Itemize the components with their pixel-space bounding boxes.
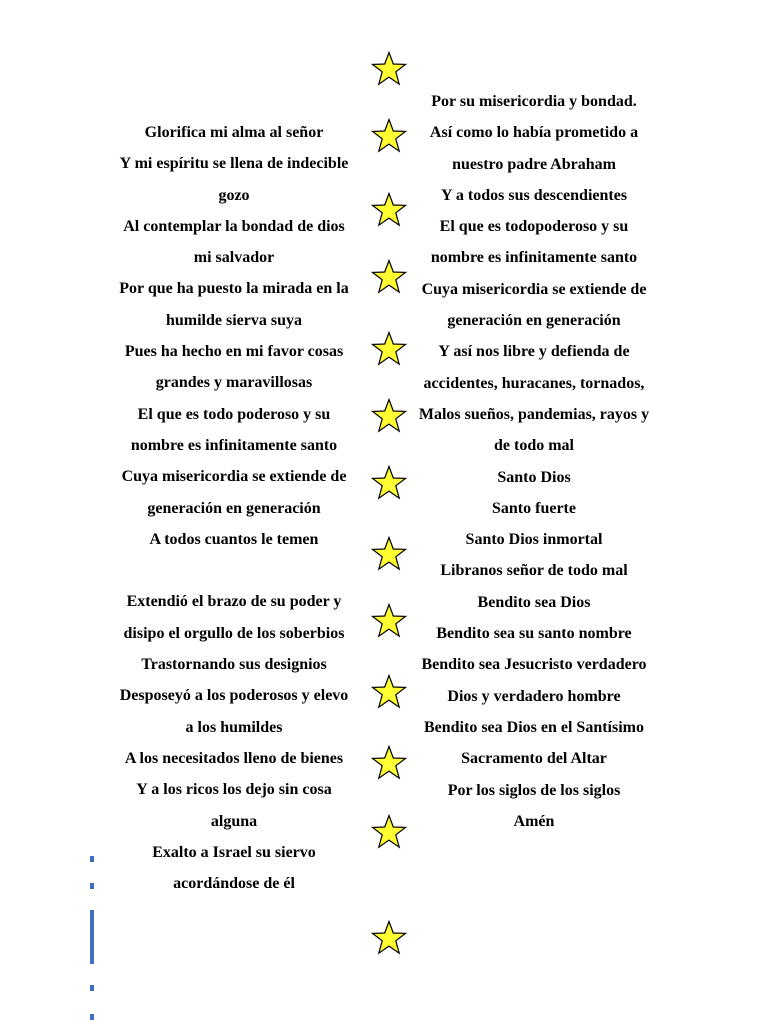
star-icon	[371, 603, 407, 639]
verse-line: El que es todo poderoso y su	[137, 405, 331, 423]
verse-line: Santo fuerte	[492, 499, 576, 517]
verse-line: Santo Dios inmortal	[465, 531, 603, 549]
verse-line: Exalto a Israel su siervo	[152, 843, 316, 861]
margin-mark	[90, 985, 94, 991]
verse-line: Glorifica mi alma al señor	[144, 124, 324, 141]
verse-line: Amén	[513, 812, 555, 830]
margin-mark	[90, 910, 94, 964]
verse-line: Por los siglos de los siglos	[447, 781, 621, 799]
star-icon	[371, 51, 407, 87]
verse-line: Malos sueños, pandemias, rayos y	[418, 405, 650, 423]
margin-mark	[90, 1014, 94, 1020]
verse-line: a los humildes	[185, 718, 283, 736]
verse-line: Trastornando sus designios	[141, 656, 327, 674]
verse-line: A los necesitados lleno de bienes	[124, 749, 344, 767]
verse-line: generación en generación	[147, 499, 321, 517]
verse-line: nuestro padre Abraham	[452, 155, 616, 173]
verse-line: grandes y maravillosas	[155, 374, 313, 392]
verse-line: nombre es infinitamente santo	[130, 436, 338, 454]
verse-line: Santo Dios	[497, 468, 571, 486]
verse-line: generación en generación	[447, 312, 621, 330]
verse-line: gozo	[218, 186, 250, 204]
star-icon	[371, 398, 407, 434]
verse-line: nombre es infinitamente santo	[430, 249, 638, 267]
verse-line: Por su misericordia y bondad.	[431, 93, 637, 110]
star-icon	[371, 536, 407, 572]
star-icon	[371, 118, 407, 154]
verse-line: El que es todopoderoso y su	[439, 218, 629, 236]
star-icon	[371, 259, 407, 295]
star-icon	[371, 674, 407, 710]
star-icon	[371, 920, 407, 956]
verse-line: Desposeyó a los poderosos y elevo	[119, 687, 349, 705]
left-verse-column	[104, 117, 364, 899]
verse-line: disipo el orgullo de los soberbios	[123, 624, 345, 642]
verse-line: Y a todos sus descendientes	[440, 186, 628, 204]
verse-gap	[104, 555, 364, 586]
verse-line: Extendió el brazo de su poder y	[126, 593, 342, 611]
verse-line: Bendito sea su santo nombre	[436, 625, 632, 643]
verse-line: Al contemplar la bondad de dios	[123, 217, 345, 235]
verse-line: Cuya misericordia se extiende de	[421, 280, 647, 298]
verse-line: Pues ha hecho en mi favor cosas	[124, 343, 344, 361]
verse-line: Bendito sea Jesucristo verdadero	[421, 656, 647, 674]
margin-mark	[90, 856, 94, 862]
star-icon	[371, 192, 407, 228]
verse-line: Dios y verdadero hombre	[447, 687, 621, 705]
verse-line: alguna	[210, 812, 258, 830]
verse-line: Así como lo había prometido a	[429, 124, 639, 142]
verse-line: Bendito sea Dios en el Santísimo	[423, 718, 644, 736]
verse-line: humilde sierva suya	[165, 311, 302, 329]
star-icon	[371, 814, 407, 850]
verse-line: Y así nos libre y defienda de	[438, 343, 630, 361]
verse-line: mi salvador	[193, 249, 275, 267]
verse-line: Sacramento del Altar	[461, 750, 607, 768]
right-verse-column	[404, 86, 664, 837]
verse-line: Y mi espíritu se llena de indecible	[119, 155, 349, 173]
verse-line: Y a los ricos los dejo sin cosa	[136, 781, 332, 799]
verse-line: Por que ha puesto la mirada en la	[119, 280, 349, 298]
verse-line: Cuya misericordia se extiende de	[121, 468, 347, 486]
verse-line: acordándose de él	[173, 875, 295, 893]
margin-mark	[90, 883, 94, 889]
star-icon	[371, 745, 407, 781]
verse-line: de todo mal	[494, 437, 574, 455]
verse-line: Bendito sea Dios	[477, 593, 591, 611]
star-icon	[371, 465, 407, 501]
verse-line: Libranos señor de todo mal	[440, 562, 628, 580]
star-icon	[371, 331, 407, 367]
verse-line: A todos cuantos le temen	[149, 530, 319, 548]
verse-line: accidentes, huracanes, tornados,	[423, 374, 645, 392]
